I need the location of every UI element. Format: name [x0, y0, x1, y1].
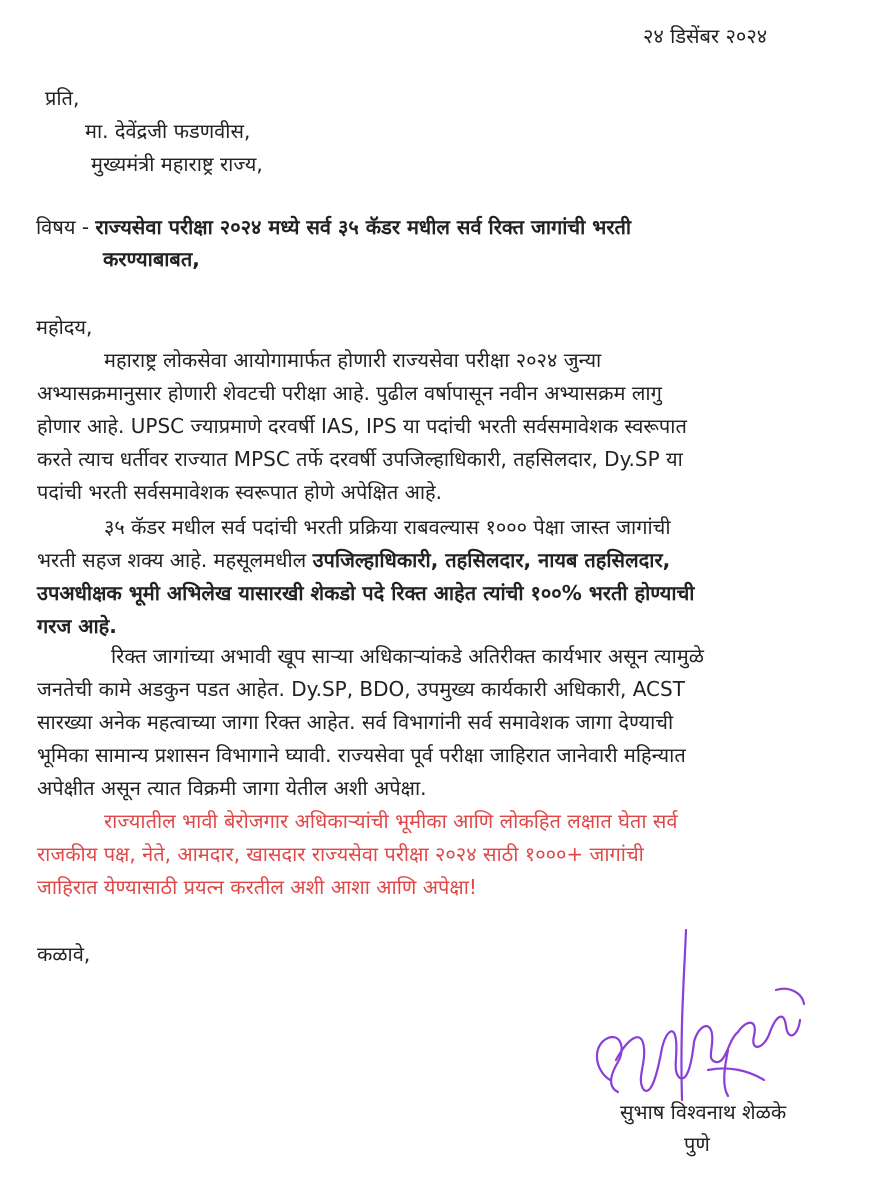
para3-line: भूमिका सामान्य प्रशासन विभागाने घ्यावी. राज्यसेवा पूर्व परीक्षा जाहिरात जानेवारी महिन्यात [37, 743, 686, 767]
recipient-designation: मुख्यमंत्री महाराष्ट्र राज्य, [91, 152, 263, 176]
greeting: महोदय, [36, 315, 93, 339]
recipient-salutation: प्रति, [45, 86, 80, 110]
para4-line: राजकीय पक्ष, नेते, आमदार, खासदार राज्यसेवा परीक्षा २०२४ साठी १०००+ जागांची [37, 842, 644, 866]
closing: कळावे, [37, 942, 91, 966]
subject-text-1: राज्यसेवा परीक्षा २०२४ मध्ये सर्व ३५ कॅडर मधील सर्व रिक्त जागांची भरती [95, 215, 632, 239]
para1-line: होणार आहे. UPSC ज्याप्रमाणे दरवर्षी IAS, IPS या पदांची भरती सर्वसमावेशक स्वरूपात [37, 414, 687, 438]
para1-line: पदांची भरती सर्वसमावेशक स्वरूपात होणे अपेक्षित आहे. [37, 480, 443, 504]
para2-line2-normal: भरती सहज शक्य आहे. महसूलमधील [37, 548, 307, 572]
para1-line: अभ्यासक्रमानुसार होणारी शेवटची परीक्षा आहे. पुढील वर्षापासून नवीन अभ्यासक्रम लागु [37, 381, 662, 405]
letter-date: २४ डिसेंबर २०२४ [643, 24, 768, 48]
para3-line: जनतेची कामे अडकुन पडत आहेत. Dy.SP, BDO, उपमुख्य कार्यकारी अधिकारी, ACST [37, 677, 685, 701]
recipient-name: मा. देवेंद्रजी फडणवीस, [85, 119, 251, 143]
para3-line: अपेक्षीत असून त्यात विक्रमी जागा येतील अशी अपेक्षा. [37, 776, 427, 800]
para4-line: राज्यातील भावी बेरोजगार अधिकाऱ्यांची भूमीका आणि लोकहित लक्षात घेता सर्व [104, 809, 678, 833]
subject-line [36, 213, 631, 241]
para3-line: सारख्या अनेक महत्वाच्या जागा रिक्त आहेत. सर्व विभागांनी सर्व समावेशक जागा देण्याची [37, 710, 674, 734]
sender-city: पुणे [684, 1132, 710, 1156]
subject-label: विषय - [36, 215, 90, 239]
para4-line: जाहिरात येण्यासाठी प्रयत्न करतील अशी आशा आणि अपेक्षा! [37, 875, 477, 899]
handwritten-signature [588, 920, 818, 1110]
para2-line: उपअधीक्षक भूमी अभिलेख यासारखी शेकडो पदे रिक्त आहेत त्यांची १००% भरती होण्याची [37, 581, 695, 605]
para1-line: करते त्याच धर्तीवर राज्यात MPSC तर्फे दरवर्षी उपजिल्हाधिकारी, तहसिलदार, Dy.SP या [37, 447, 683, 471]
para1-line: महाराष्ट्र लोकसेवा आयोगामार्फत होणारी राज्यसेवा परीक्षा २०२४ जुन्या [104, 348, 602, 372]
para2-line2-bold: उपजिल्हाधिकारी, तहसिलदार, नायब तहसिलदार, [312, 548, 671, 572]
para3-line: रिक्त जागांच्या अभावी खूप साऱ्या अधिकाऱ्यांकडे अतिरीक्त कार्यभार असून त्यामुळे [111, 644, 704, 668]
para2-line: ३५ कॅडर मधील सर्व पदांची भरती प्रक्रिया राबवल्यास १००० पेक्षा जास्त जागांची [104, 515, 671, 539]
para2-line [37, 546, 670, 574]
sender-name: सुभाष विश्वनाथ शेळके [620, 1100, 787, 1124]
para2-line: गरज आहे. [37, 614, 117, 638]
subject-text-2: करण्याबाबत, [103, 247, 200, 271]
